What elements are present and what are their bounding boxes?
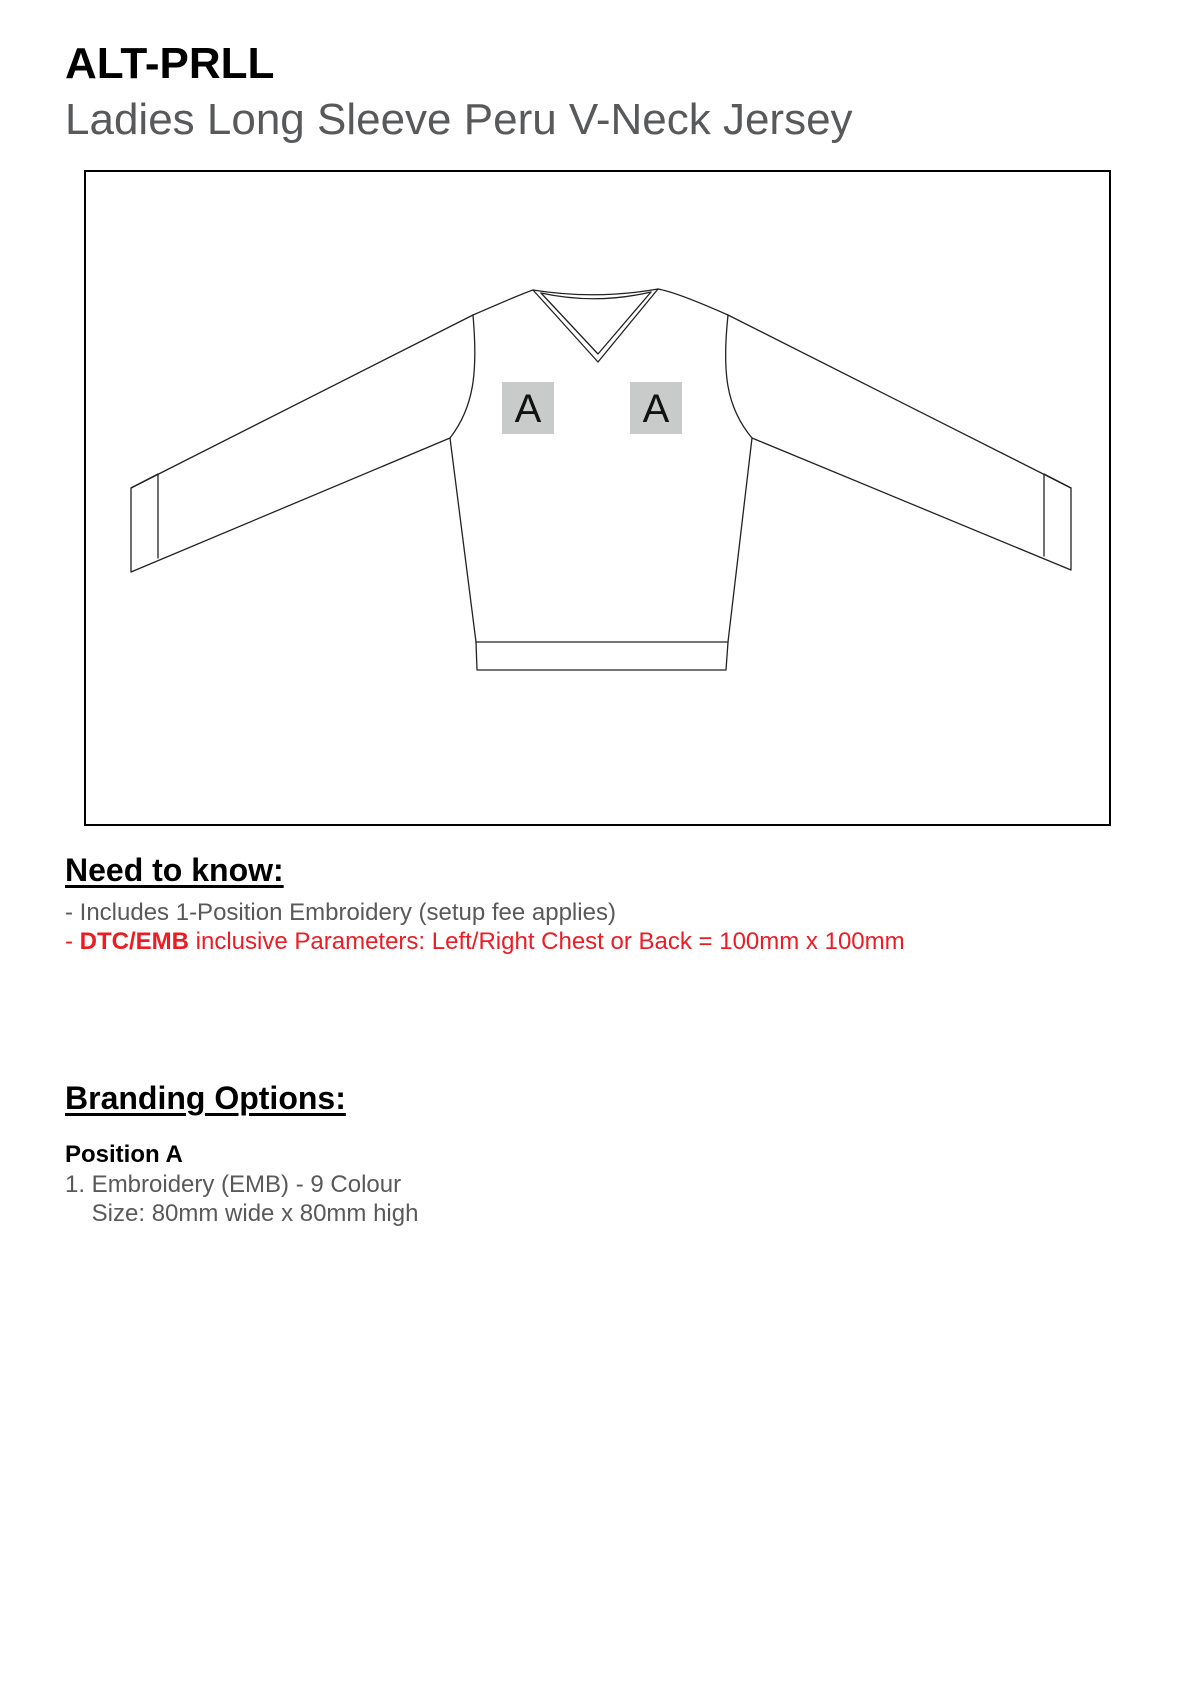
branding-option-1: 1. Embroidery (EMB) - 9 Colour (65, 1171, 402, 1198)
product-name: Ladies Long Sleeve Peru V-Neck Jersey (65, 95, 853, 144)
line-2-rest: inclusive Parameters: Left/Right Chest or Back = 100mm x 100mm (189, 928, 905, 955)
line-2-bold: DTC/EMB (79, 928, 189, 955)
position-a-title: Position A (65, 1141, 183, 1168)
position-a-left-chest-label: A (502, 382, 554, 434)
position-a-right-chest-label: A (630, 382, 682, 434)
branding-options-heading: Branding Options: (65, 1080, 346, 1116)
need-to-know-line-2 (65, 930, 905, 954)
garment-diagram-frame (84, 170, 1111, 826)
line-2-prefix: - (65, 928, 80, 955)
jersey-outline (86, 172, 1108, 823)
product-code: ALT-PRLL (65, 39, 275, 88)
branding-option-1-size: Size: 80mm wide x 80mm high (65, 1200, 419, 1227)
need-to-know-heading: Need to know: (65, 852, 284, 888)
need-to-know-line-1: - Includes 1-Position Embroidery (setup fee applies) (65, 899, 616, 926)
